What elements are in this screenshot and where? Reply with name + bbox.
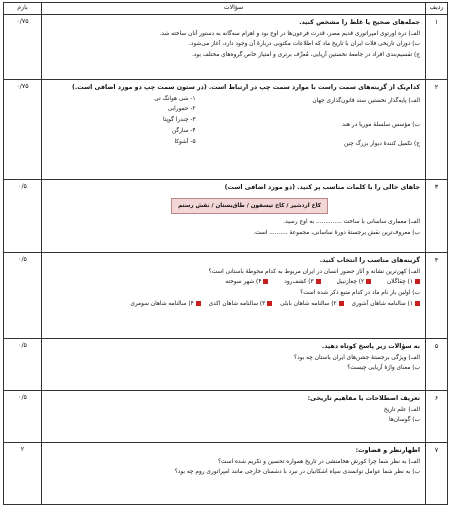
blank-space[interactable]: ..............: [316, 218, 342, 225]
checkbox-icon[interactable]: [366, 279, 371, 284]
checkbox-icon[interactable]: [339, 301, 344, 306]
question-title: جاهای خالی را با کلمات مناسب پر کنید. (دو مورد اضافی است): [224, 184, 420, 191]
matching-option: ۱- شی هوانگ تی: [154, 95, 196, 102]
exam-table: [3, 2, 448, 505]
question-title: گزینه‌های مناسب را انتخاب کنید.: [319, 257, 420, 264]
question-score: ۰/۷۵: [4, 80, 42, 180]
question-body: [42, 80, 426, 180]
option[interactable]: [336, 277, 371, 288]
option-label: ۲) چغازنبیل: [336, 279, 365, 286]
question-number: ۲: [426, 80, 448, 180]
question-score: ۰/۵: [4, 391, 42, 443]
question-body: [42, 253, 426, 339]
question-number: ۱: [426, 15, 448, 80]
question-title: اظهارنظر و قضاوت:: [355, 447, 420, 454]
matching-option: ۵- آشوکا: [174, 138, 196, 145]
word-bank: کاخ اردشیر / کاخ تیسفون / طاق‌بستان / نقش رستم: [171, 198, 328, 214]
matching-item: ج) تکمیل کنندهٔ دیوار بزرگ چین: [343, 141, 420, 148]
question-row-7: [4, 443, 448, 505]
matching-item: ب) مؤسس سلسلهٔ موریا در هند: [342, 122, 420, 129]
option[interactable]: [387, 277, 420, 288]
question-row-5: [4, 339, 448, 391]
checkbox-icon[interactable]: [196, 301, 201, 306]
question-item-a: الف) به نظر شما چرا کورش هخامنشی در تاریخ همواره تحسین و تکریم شده است؟: [217, 458, 420, 465]
question-number: ۶: [426, 391, 448, 443]
option[interactable]: [280, 299, 343, 310]
question-body: [42, 443, 426, 505]
checkbox-icon[interactable]: [267, 301, 272, 306]
question-row-3: [4, 180, 448, 253]
matching-option: ۲- حمورابی: [167, 106, 196, 113]
fill-blank-text: به اوج رسید.: [283, 218, 315, 225]
option[interactable]: [130, 299, 200, 310]
question-number: ۳: [426, 180, 448, 253]
option-label: ۲) سالنامه شاهان بابلی: [280, 300, 337, 307]
question-score: ۰/۷۵: [4, 15, 42, 80]
matching-columns: [46, 94, 420, 150]
checkbox-icon[interactable]: [415, 301, 420, 306]
option-label: ۴) شهر سوخته: [225, 279, 262, 286]
matching-option: ۳- چندرا گوپتا: [163, 117, 196, 124]
question-row-1: [4, 15, 448, 80]
question-title: تعریف اصطلاحات یا مفاهیم تاریخی:: [307, 395, 420, 402]
option[interactable]: [225, 277, 268, 288]
fill-blank-text: است.: [253, 229, 268, 236]
option-label: ۳) سالنامه شاهان اکدی: [208, 300, 266, 307]
checkbox-icon[interactable]: [415, 279, 420, 284]
question-body: [42, 180, 426, 253]
blank-space[interactable]: ..........: [269, 229, 288, 236]
option[interactable]: [209, 299, 273, 310]
question-item-b: ب) اولین بار نام ماد در کدام منبع ذکر شده است؟: [300, 290, 420, 297]
fill-blank-b: [46, 228, 420, 239]
checkbox-icon[interactable]: [263, 279, 268, 284]
question-body: [42, 391, 426, 443]
header-number: ردیف: [426, 3, 448, 15]
option-label: ۱) چقاگلان: [387, 279, 413, 286]
option[interactable]: [284, 277, 320, 288]
option[interactable]: [351, 299, 420, 310]
question-number: ۷: [426, 443, 448, 505]
question-item-a: الف) علم تاریخ: [383, 406, 420, 413]
question-row-4: [4, 253, 448, 339]
matching-left-column: [46, 94, 196, 150]
question-item-a: الف) کهن‌ترین نشانه و آثار حضور انسان در ایران مربوط به کدام محوطهٔ باستانی است؟: [208, 268, 420, 275]
question-body: [42, 15, 426, 80]
question-row-6: [4, 391, 448, 443]
question-title: کدام‌یک از گزینه‌های سمت راست با موارد سمت چپ در ارتباط است. (در ستون سمت چپ دو مورد اضافی است.): [72, 84, 420, 91]
question-score: ۲: [4, 443, 42, 505]
question-row-2: [4, 80, 448, 180]
question-title: جمله‌های صحیح یا غلط را مشخص کنید.: [299, 19, 420, 26]
header-score: بارم: [4, 3, 42, 15]
checkbox-icon[interactable]: [316, 279, 321, 284]
question-item-a: الف) ویژگی برجستهٔ جشن‌های ایران باستان چه بود؟: [294, 354, 420, 361]
question-item-a: الف) دره اورتوی امپراتوری قدیم مصر، قدرت فرعون‌ها در اوج بود و اهرام سه‌گانه به دستور آنان ساخته شد.: [159, 30, 420, 37]
question-body: [42, 339, 426, 391]
question-score: ۰/۵: [4, 180, 42, 253]
header-questions: سؤالات: [42, 3, 426, 15]
matching-right-column: [214, 94, 420, 150]
matching-option: ۴- سارگن: [171, 127, 196, 134]
options-a: [46, 277, 420, 288]
fill-blank-a: [46, 217, 420, 228]
option-label: ۱) سالنامه شاهان آشوری: [351, 300, 413, 307]
question-item-b: ب) دوران تاریخی فلات ایران با تاریخ ماد که اطلاعات مکتوبی دربارهٔ آن وجود دارد، آغاز می‌شود.: [189, 41, 420, 48]
question-number: ۴: [426, 253, 448, 339]
header-row: [4, 3, 448, 15]
question-item-c: ج) تقسیم‌بندی افراد در جامعهٔ نخستین آریایی، مُعرِّف برتری و امتیاز خاص گروه‌های مختلف بود.: [191, 52, 420, 59]
matching-item: الف) پایه‌گذار نخستین سند قانون‌گذاری جهان: [312, 97, 420, 104]
question-title: به سؤالات زیر پاسخ کوتاه دهید.: [321, 343, 420, 350]
fill-blank-text: ب) معروف‌ترین نقش برجستهٔ دورهٔ ساسانی، مجموعهٔ: [289, 229, 420, 236]
fill-blank-text: الف) معماری ساسانی با ساخت: [343, 218, 420, 225]
question-score: ۰/۵: [4, 253, 42, 339]
question-item-b: ب) معنای واژهٔ آریایی چیست؟: [347, 365, 420, 372]
question-item-b: ب) گوسان‌ها: [388, 417, 420, 424]
option-label: ۴) سالنامه شاهان سومری: [130, 300, 194, 307]
question-number: ۵: [426, 339, 448, 391]
question-score: ۰/۵: [4, 339, 42, 391]
options-b: [46, 299, 420, 310]
question-item-b: ب) به نظر شما عوامل توانمندی سپاه اشکانیان در نبرد با دشمنان خارجی مانند امپراتوری روم چه بود؟: [174, 469, 420, 476]
option-label: ۳) کشف‌رود: [284, 279, 314, 286]
